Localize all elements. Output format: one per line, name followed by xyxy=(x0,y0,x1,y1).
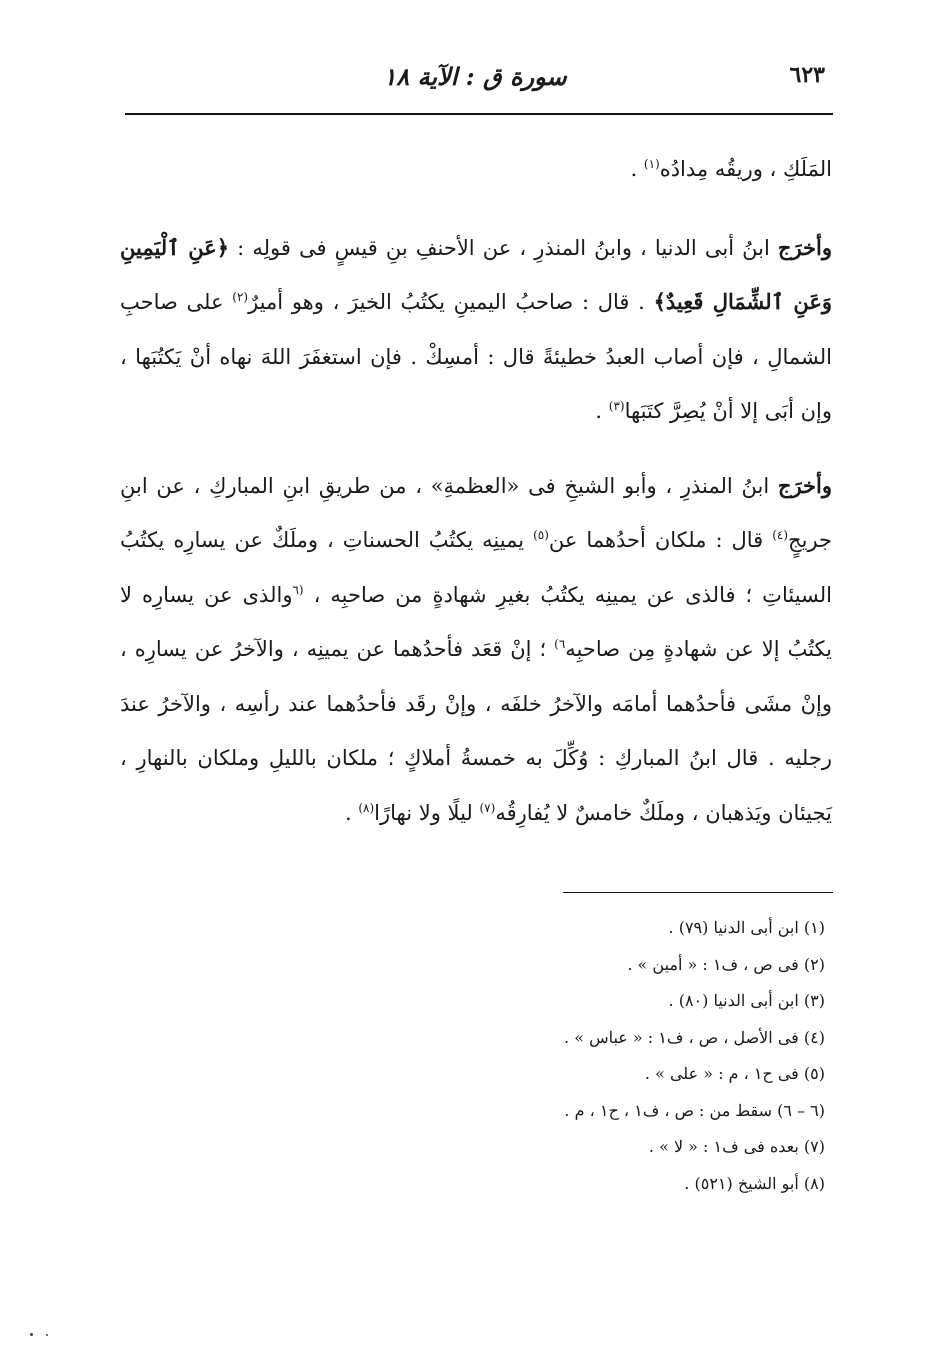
footnote-ref: (٣) xyxy=(608,399,625,413)
scan-speck xyxy=(46,1334,48,1336)
main-text xyxy=(120,142,832,860)
text-run: . xyxy=(595,399,609,423)
footnotes xyxy=(305,910,825,1202)
footnote-ref: ٦) xyxy=(554,637,566,651)
lead-word: وأخرَج xyxy=(777,472,832,498)
text-run: والذى عن يسارِه لا يكتُبُ إلا عن شهادةٍ مِن صاحبِه xyxy=(120,582,832,661)
footnote-ref: (٧) xyxy=(479,800,496,815)
text-run: يمينِه يكتُبُ الحسناتِ ، وملَكٌ عن يسارِه يكتُبُ السيئاتِ ؛ فالذى عن يمينِه يكتُبُ بغيرِ شهادةٍ من صاحبِه ، xyxy=(120,528,832,607)
footnote-2: (٢) فى ص ، ف١ : « أمين » . xyxy=(627,954,825,974)
footnote-ref: (٥) xyxy=(533,528,549,542)
text-run: ؛ إنْ قعَد فأحدُهما عن يمينِه ، والآخرُ عن يسارِه ، وإنْ مشَى فأحدُهما أمامَه والآخرُ خلفَه ، وإنْ رقَد فأحدُهما عند رأسِه ، والآخرُ عندَ رجليه . قال ابنُ المباركِ : وُكِّلَ به خمسةُ أملاكٍ ؛ ملكان بالليلِ وملكان بالنهارِ ، يَجيئان ويَذهبان ، وملَكٌ خامسٌ لا يُفارِقُه xyxy=(120,637,832,825)
footnote-4: (٤) فى الأصل ، ص ، ف١ : « عباس » . xyxy=(564,1027,825,1047)
footnote-7: (٧) بعده فى ف١ : « لا » . xyxy=(648,1137,825,1156)
text-run: . xyxy=(630,157,644,181)
paragraph-3 xyxy=(120,459,832,841)
running-title: سورة ق : الآية ١٨ xyxy=(383,62,567,91)
text-run: ابنُ المنذرِ ، وأبو الشيخِ فى «العظمةِ» ، من طريقِ ابنِ المباركِ ، عن ابنِ جريجٍ xyxy=(120,473,833,552)
footnote-6: (٦ – ٦) سقط من : ص ، ف١ ، ح١ ، م . xyxy=(564,1100,825,1120)
footnote-ref: (١) xyxy=(643,157,660,171)
footnote-ref: (٦ xyxy=(292,582,304,597)
text-run: . xyxy=(344,800,359,825)
footnote-1: (١) ابن أبى الدنيا (٧٩) . xyxy=(668,918,825,937)
paragraph-1 xyxy=(120,142,832,197)
quran-verse: ﴿عَنِ ٱلْيَمِينِ وَعَنِ ٱلشِّمَالِ قَعِيدٌ﴾ xyxy=(120,234,832,314)
text-run: . قال : صاحبُ اليمينِ يكتُبُ الخيرَ ، وهو أميرٌ xyxy=(248,290,654,314)
page-number: ٦٢٣ xyxy=(789,62,825,88)
footnote-ref: (٢) xyxy=(232,290,249,304)
footnote-8: (٨) أبو الشيخ (٥٢١) . xyxy=(684,1173,825,1193)
page-header xyxy=(125,62,825,102)
footnote-separator xyxy=(563,892,833,893)
text-run: المَلَكِ ، وريقُه مِدادُه xyxy=(659,157,832,181)
header-rule xyxy=(125,113,833,115)
footnote-3: (٣) ابن أبى الدنيا (٨٠) . xyxy=(668,991,825,1010)
text-run: ابنُ أبى الدنيا ، وابنُ المنذرِ ، عن الأحنفِ بنِ قيسٍ فى قولِه : xyxy=(229,235,778,260)
lead-word: وأخرَج xyxy=(777,234,833,260)
text-run: على صاحبِ الشمالِ ، فإن أصاب العبدُ خطيئةً قال : أمسِكْ . فإن استغفَرَ اللهَ نهاه أنْ يَكتُبَها ، وإن أبَى إلا أنْ يُصِرَّ كتَبَها xyxy=(120,290,832,423)
footnote-5: (٥) فى ح١ ، م : « على » . xyxy=(644,1064,825,1083)
text-run: ليلًا ولا نهارًا xyxy=(374,800,480,825)
paragraph-2 xyxy=(120,221,832,439)
text-run: قال : ملكان أحدُهما عن xyxy=(548,528,773,552)
footnote-ref: (٤) xyxy=(772,528,789,542)
footnote-ref: (٨) xyxy=(358,800,375,815)
scan-speck xyxy=(30,1333,33,1336)
